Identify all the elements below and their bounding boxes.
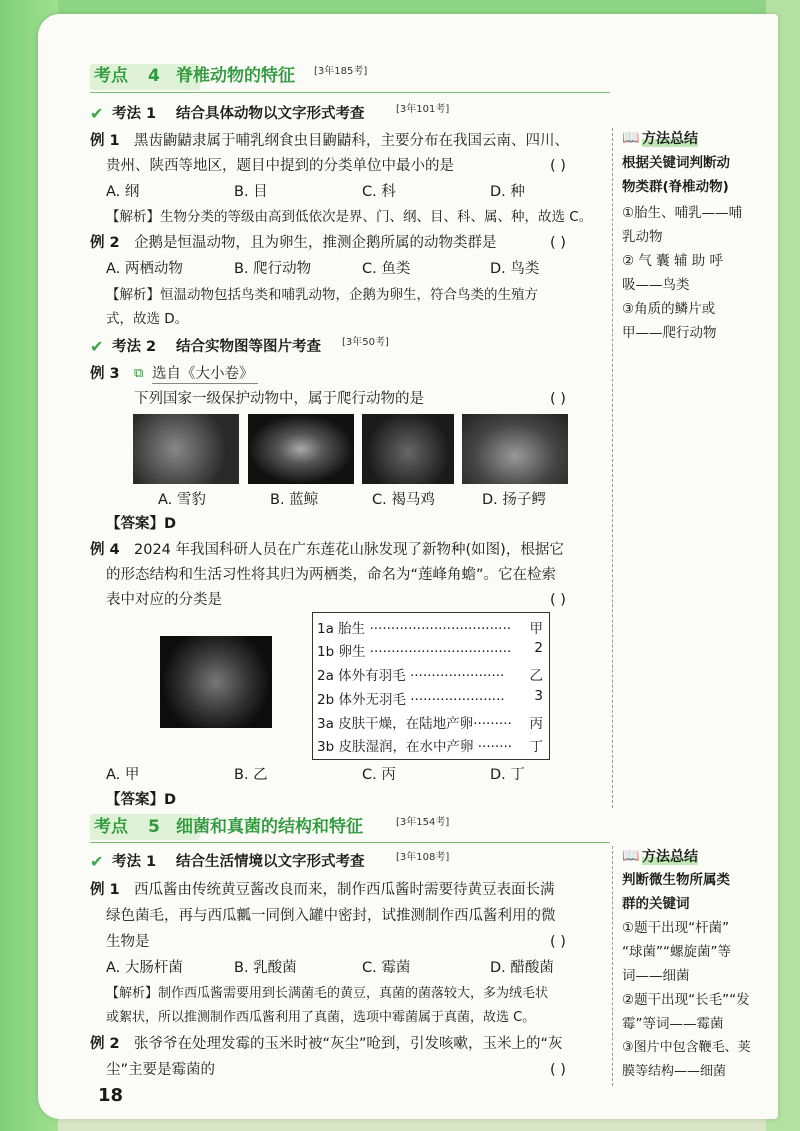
method1-title: 方法总结	[642, 131, 698, 147]
q3-option-c: C. 褐马鸡	[372, 492, 435, 508]
q2-text-line1: 企鹅是恒温动物，且为卵生，推测企鹅所属的动物类群是	[134, 235, 497, 251]
kaofa1-label: 考法 1	[112, 106, 157, 122]
check-icon: ✔	[90, 337, 104, 356]
section5-underline	[90, 842, 610, 843]
brown-eared-pheasant-image	[362, 414, 454, 484]
s5-q2-answer-paren: ( )	[550, 1062, 566, 1078]
q3-source: 选自《大小卷》	[152, 366, 254, 382]
s5-q1-text-line2: 绿色菌毛，再与西瓜瓤一同倒入罐中密封，试推测制作西瓜酱利用的微	[106, 908, 556, 924]
q4-option-c: C. 丙	[362, 767, 396, 783]
q3-source-underline	[152, 383, 258, 384]
q3-number: 例 3	[90, 366, 120, 382]
key-row-3a: 3a 皮肤干燥，在陆地产卵·········	[317, 716, 512, 732]
q2-analysis-line2: 式，故选 D。	[106, 311, 189, 327]
q4-text-line1: 2024 年我国科研人员在广东莲花山脉发现了新物种(如图)，根据它	[134, 542, 564, 558]
q1-text-line2: 贵州、陕西等地区，题目中提到的分类单位中最小的是	[106, 158, 454, 174]
sidebar-divider	[612, 128, 613, 808]
s5-q1-text-line3: 生物是	[106, 934, 150, 950]
q2-option-a: A. 两栖动物	[106, 261, 183, 277]
q1-number: 例 1	[90, 133, 120, 149]
method2-line-4: “球菌”“螺旋菌”等	[622, 944, 731, 960]
key-row-1b-result: 2	[534, 640, 543, 656]
q1-analysis: 【解析】生物分类的等级由高到低依次是界、门、纲、目、科、属、种，故选 C。	[106, 209, 593, 225]
method2-line-7: 霉”等词——霉菌	[622, 1016, 724, 1032]
book-icon: 📖	[622, 130, 640, 146]
method1-line-8: 甲——爬行动物	[622, 325, 717, 341]
key-row-3a-result: 丙	[529, 716, 543, 732]
source-icon: ⧉	[134, 366, 144, 381]
s5-q2-text-line1: 张爷爷在处理发霉的玉米时被“灰尘”呛到，引发咳嗽，玉米上的“灰	[134, 1036, 563, 1052]
section4-label: 考点	[94, 66, 128, 86]
method1-line-1: 根据关键词判断动	[622, 155, 730, 171]
chinese-alligator-image	[462, 414, 568, 484]
section4-title: 脊椎动物的特征	[176, 66, 295, 86]
method2-line-1: 判断微生物所属类	[622, 872, 730, 888]
classification-key-table	[312, 612, 550, 760]
toad-image	[160, 636, 272, 728]
key-row-2b: 2b 体外无羽毛 ······················	[317, 692, 505, 708]
sidebar-divider-2	[612, 846, 613, 1086]
key-row-2a: 2a 体外有羽毛 ······················	[317, 668, 505, 684]
q2-answer-paren: ( )	[550, 235, 566, 251]
method2-line-9: 膜等结构——细菌	[622, 1064, 727, 1079]
s5-q1-answer-paren: ( )	[550, 934, 566, 950]
section4-underline	[90, 92, 610, 93]
method2-line-5: 词——细菌	[622, 968, 690, 984]
q1-answer-paren: ( )	[550, 158, 566, 174]
q4-text-line3: 表中对应的分类是	[106, 592, 222, 608]
q4-option-d: D. 丁	[490, 767, 525, 783]
check-icon: ✔	[90, 104, 104, 123]
s5-q1-option-d: D. 醋酸菌	[490, 960, 554, 976]
book-icon: 📖	[622, 848, 640, 864]
s5-q2-text-line2: 尘”主要是霉菌的	[106, 1062, 216, 1078]
key-row-1a-result: 甲	[529, 621, 543, 637]
section5-exam-count: [3年154考]	[396, 817, 450, 828]
section5-number: 5	[148, 817, 160, 837]
method2-line-2: 群的关键词	[622, 896, 690, 912]
s5-q1-text-line1: 西瓜酱由传统黄豆酱改良而来，制作西瓜酱时需要待黄豆表面长满	[134, 882, 555, 898]
q2-analysis-line1: 【解析】恒温动物包括鸟类和哺乳动物，企鹅为卵生，符合鸟类的生殖方	[106, 287, 538, 303]
q3-text-line1: 下列国家一级保护动物中，属于爬行动物的是	[134, 391, 424, 407]
key-row-3b: 3b 皮肤湿润，在水中产卵 ········	[317, 739, 513, 755]
section5-label: 考点	[94, 817, 128, 837]
method1-line-3: ①胎生、哺乳——哺	[622, 205, 743, 221]
method2-title: 方法总结	[642, 849, 698, 865]
method2-line-8: ③图片中包含鞭毛、荚	[622, 1040, 751, 1055]
s5-q2-number: 例 2	[90, 1036, 120, 1052]
s5-q1-analysis-line1: 【解析】制作西瓜酱需要用到长满菌毛的黄豆，真菌的菌落较大，多为绒毛状	[106, 986, 549, 1001]
snow-leopard-image	[133, 414, 239, 484]
q3-answer-paren: ( )	[550, 391, 566, 407]
method1-line-4: 乳动物	[622, 229, 663, 245]
method2-line-3: ①题干出现“杆菌”	[622, 920, 730, 936]
q4-option-a: A. 甲	[106, 767, 140, 783]
q3-answer: 【答案】D	[106, 516, 177, 532]
key-row-2b-result: 3	[534, 688, 543, 704]
method1-line-6: 吸——鸟类	[622, 277, 690, 293]
section5-title: 细菌和真菌的结构和特征	[176, 817, 363, 837]
s5-q1-option-b: B. 乳酸菌	[234, 960, 297, 976]
q4-answer-paren: ( )	[550, 592, 566, 608]
s5-kaofa1-label: 考法 1	[112, 854, 157, 870]
q1-text-line1: 黑齿鼩鼱隶属于哺乳纲食虫目鼩鼱科，主要分布在我国云南、四川、	[134, 133, 569, 149]
method1-line-7: ③角质的鳞片或	[622, 301, 716, 317]
kaofa1-title: 结合具体动物以文字形式考查	[176, 106, 365, 122]
key-row-1a: 1a 胎生 ·································	[317, 621, 512, 637]
q1-option-a: A. 纲	[106, 184, 140, 200]
s5-q1-option-c: C. 霉菌	[362, 960, 411, 976]
key-row-3b-result: 丁	[529, 739, 543, 755]
q2-option-d: D. 鸟类	[490, 261, 540, 277]
s5-q1-option-a: A. 大肠杆菌	[106, 960, 183, 976]
kaofa2-exam-count: [3年50考]	[342, 337, 389, 348]
kaofa1-exam-count: [3年101考]	[396, 104, 450, 115]
blue-whale-image	[248, 414, 354, 484]
page-number: 18	[98, 1085, 124, 1106]
q3-option-b: B. 蓝鲸	[270, 492, 319, 508]
q4-answer: 【答案】D	[106, 792, 177, 808]
kaofa2-title: 结合实物图等图片考查	[176, 339, 321, 355]
key-row-1b: 1b 卵生 ·································	[317, 644, 512, 660]
section4-number: 4	[148, 66, 160, 86]
s5-kaofa1-title: 结合生活情境以文字形式考查	[176, 854, 365, 870]
s5-q1-analysis-line2: 或絮状，所以推测制作西瓜酱利用了真菌，选项中霉菌属于真菌，故选 C。	[106, 1010, 536, 1025]
q1-option-d: D. 种	[490, 184, 525, 200]
method1-line-2: 物类群(脊椎动物)	[622, 179, 729, 195]
q4-option-b: B. 乙	[234, 767, 268, 783]
q2-option-c: C. 鱼类	[362, 261, 411, 277]
q1-option-c: C. 科	[362, 184, 396, 200]
q1-option-b: B. 目	[234, 184, 268, 200]
section4-exam-count: [3年185考]	[314, 66, 368, 77]
q2-option-b: B. 爬行动物	[234, 261, 312, 277]
method1-line-5: ② 气 囊 辅 助 呼	[622, 253, 724, 269]
method2-line-6: ②题干出现“长毛”“发	[622, 992, 750, 1008]
key-row-2a-result: 乙	[529, 668, 543, 684]
check-icon: ✔	[90, 852, 104, 871]
q3-option-d: D. 扬子鳄	[482, 492, 546, 508]
s5-kaofa1-exam-count: [3年108考]	[396, 852, 450, 863]
q4-text-line2: 的形态结构和生活习性将其归为两栖类，命名为“莲峰角蟾”。它在检索	[106, 567, 557, 583]
q2-number: 例 2	[90, 235, 120, 251]
s5-q1-number: 例 1	[90, 882, 120, 898]
q3-option-a: A. 雪豹	[158, 492, 206, 508]
kaofa2-label: 考法 2	[112, 339, 157, 355]
q4-number: 例 4	[90, 542, 120, 558]
